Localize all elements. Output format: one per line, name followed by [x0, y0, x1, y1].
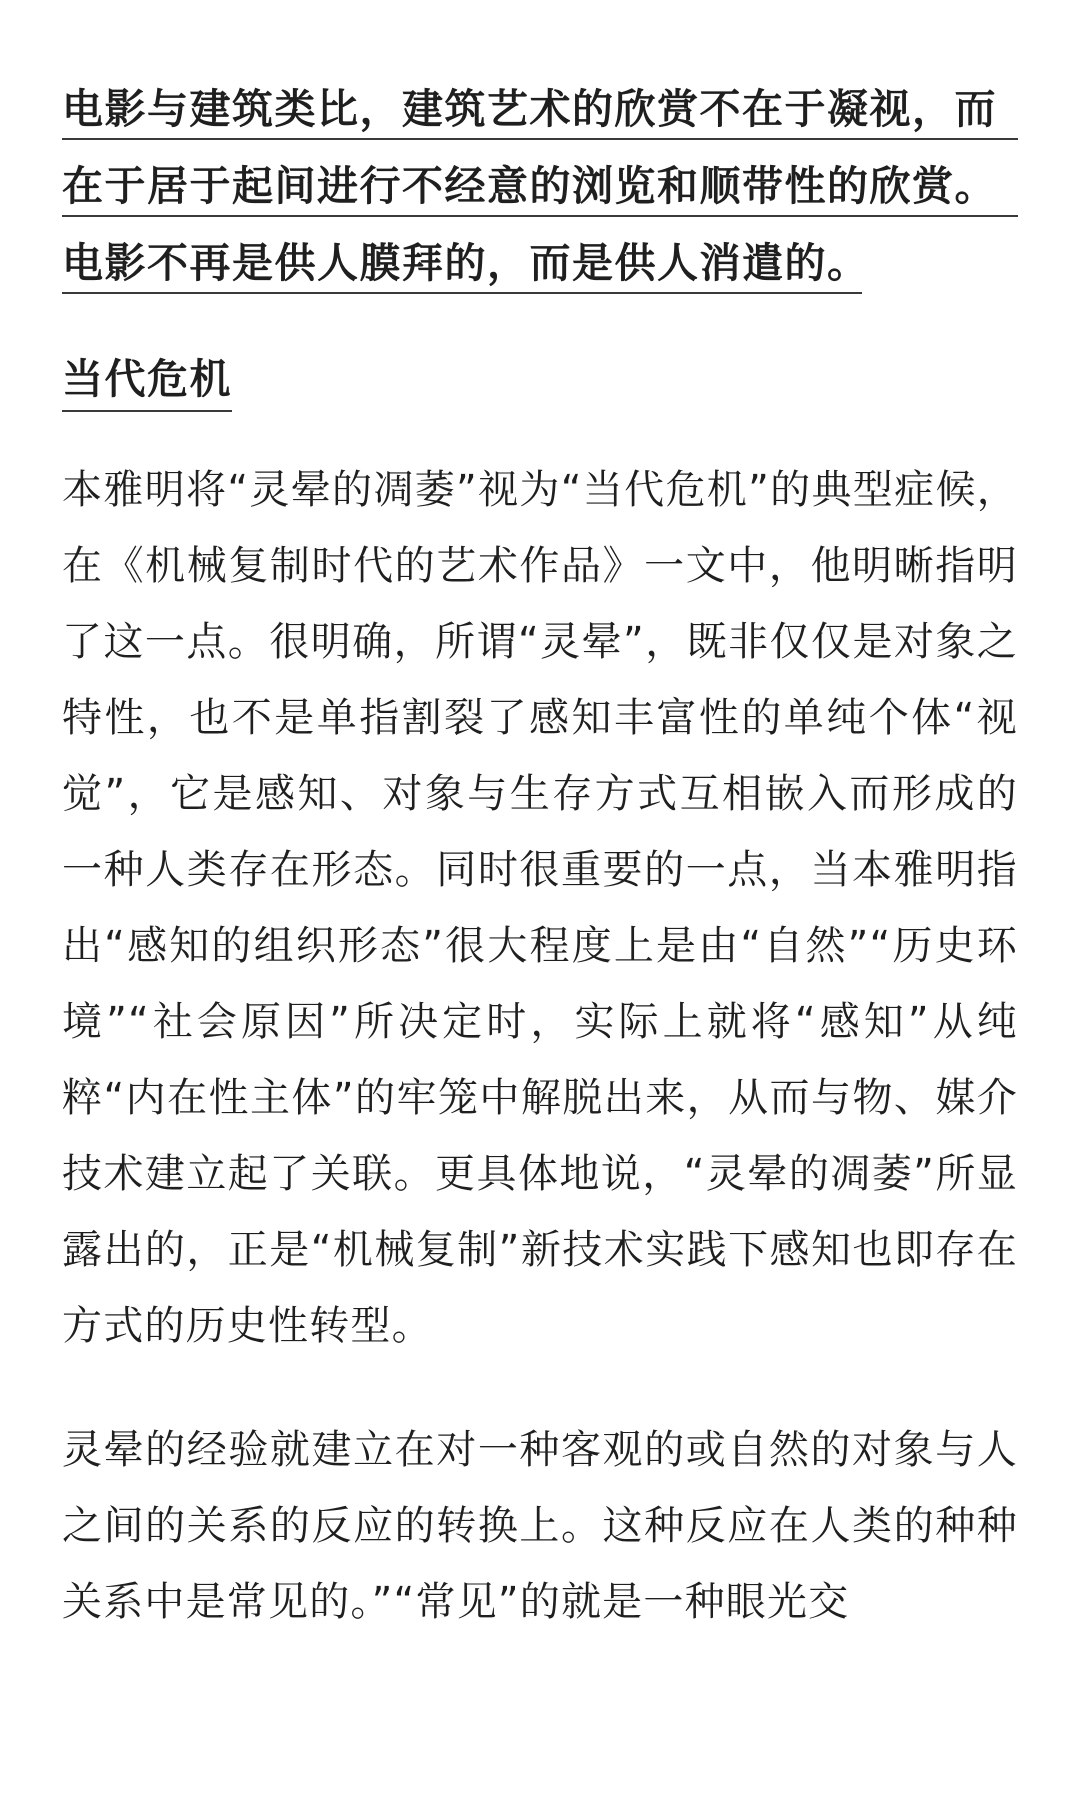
- paragraph-2: 灵晕的经验就建立在对一种客观的或自然的对象与人之间的关系的反应的转换上。这种反应在人类的种种关系中是常见的。”“常见”的就是一种眼光交: [62, 1427, 1018, 1625]
- paragraph-1: 本雅明将“灵晕的凋萎”视为“当代危机”的典型症候，在《机械复制时代的艺术作品》一文中，他明晰指明了这一点。很明确，所谓“灵晕”，既非仅仅是对象之特性，也不是单指割裂了感知丰富性的单纯个体“视觉”，它是感知、对象与生存方式互相嵌入而形成的一种人类存在形态。同时很重要的一点，当本雅明指出“感知的组织形态”很大程度上是由“自然”“历史环境”“社会原因”所决定时，实际上就将“感知”从纯粹“内在性主体”的牢笼中解脱出来，从而与物、媒介技术建立起了关联。更具体地说，“灵晕的凋萎”所显露出的，正是“机械复制”新技术实践下感知也即存在方式的历史性转型。: [62, 467, 1018, 1349]
- quote-line-1: [62, 84, 1018, 134]
- quote-line-2-text: 在于居于起间进行不经意的浏览和顺带性的欣赏。: [62, 161, 1018, 217]
- quote-line-1-text: 电影与建筑类比，建筑艺术的欣赏不在于凝视，而: [62, 84, 1018, 140]
- section-heading: [62, 354, 1018, 404]
- quote-line-3: [62, 238, 1018, 288]
- article-content: [62, 84, 1018, 1640]
- quote-line-2: [62, 161, 1018, 211]
- quote-line-3-text: 电影不再是供人膜拜的，而是供人消遣的。: [62, 238, 862, 294]
- section-heading-text: 当代危机: [62, 354, 232, 412]
